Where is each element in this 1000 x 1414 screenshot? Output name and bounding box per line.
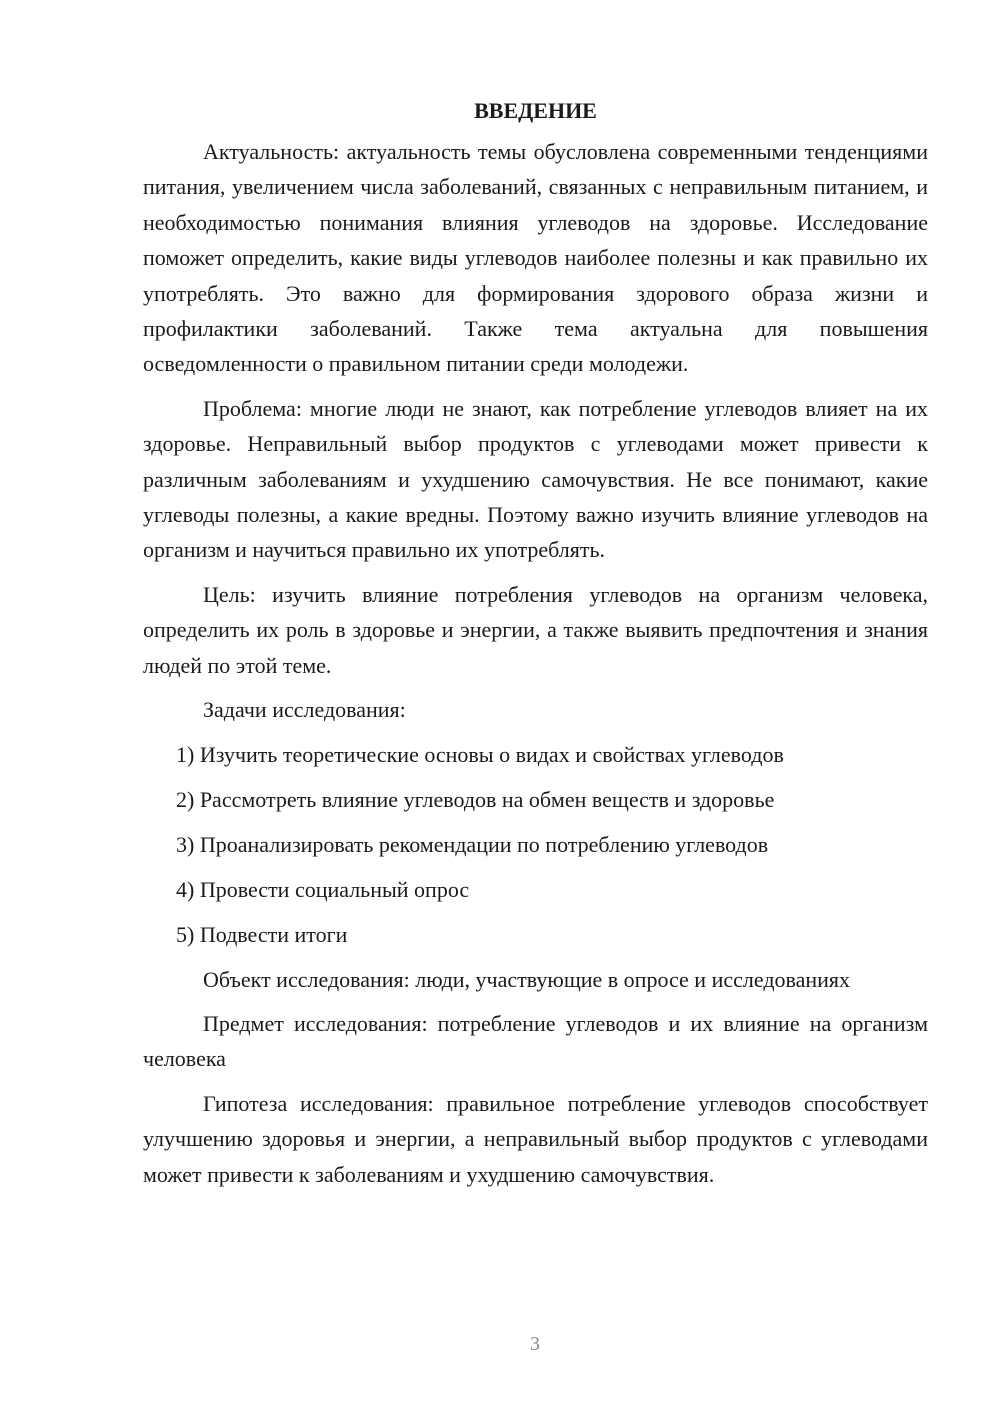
hypothesis-paragraph: Гипотеза исследования: правильное потребление углеводов способствует улучшению здоровья и энергии, а неправильный выбор продуктов с углеводами может привести к заболеваниям и ухудшению самочувствия. [143, 1090, 928, 1187]
tasks-label: Задачи исследования: [203, 697, 406, 723]
goal-paragraph: Цель: изучить влияние потребления углеводов на организм человека, определить их роль в здоровье и энергии, а также выявить предпочтения и знания людей по этой теме. [143, 581, 928, 678]
section-heading: ВВЕДЕНИЕ [474, 98, 597, 123]
task-item: 5) Подвести итоги [176, 921, 348, 947]
object-paragraph: Объект исследования: люди, участвующие в опросе и исследованиях [203, 966, 851, 992]
document-page [143, 96, 928, 1201]
problem-paragraph: Проблема: многие люди не знают, как потребление углеводов влияет на их здоровье. Неправильный выбор продуктов с углеводами может привести к различным заболеваниям и ухудшению самочувствия. Не все понимают, какие углеводы полезны, а какие вредны. Поэтому важно изучить влияние углеводов на организм и научиться правильно их употреблять. [143, 395, 928, 563]
tasks-list [143, 737, 928, 952]
page-number: 3 [530, 1333, 540, 1355]
task-item: 3) Проанализировать рекомендации по потреблению углеводов [176, 831, 769, 857]
task-item: 1) Изучить теоретические основы о видах и свойствах углеводов [176, 741, 784, 767]
task-item: 4) Провести социальный опрос [176, 876, 470, 902]
task-item: 2) Рассмотреть влияние углеводов на обмен веществ и здоровье [176, 786, 775, 812]
subject-paragraph: Предмет исследования: потребление углеводов и их влияние на организм человека [143, 1010, 928, 1072]
relevance-paragraph: Актуальность: актуальность темы обусловлена современными тенденциями питания, увеличением числа заболеваний, связанных с неправильным питанием, и необходимостью понимания влияния углеводов на здоровье. Исследование поможет определить, какие виды углеводов наиболее полезны и как правильно их употреблять. Это важно для формирования здорового образа жизни и профилактики заболеваний. Также тема актуальна для повышения осведомленности о правильном питании среди молодежи. [143, 139, 928, 377]
